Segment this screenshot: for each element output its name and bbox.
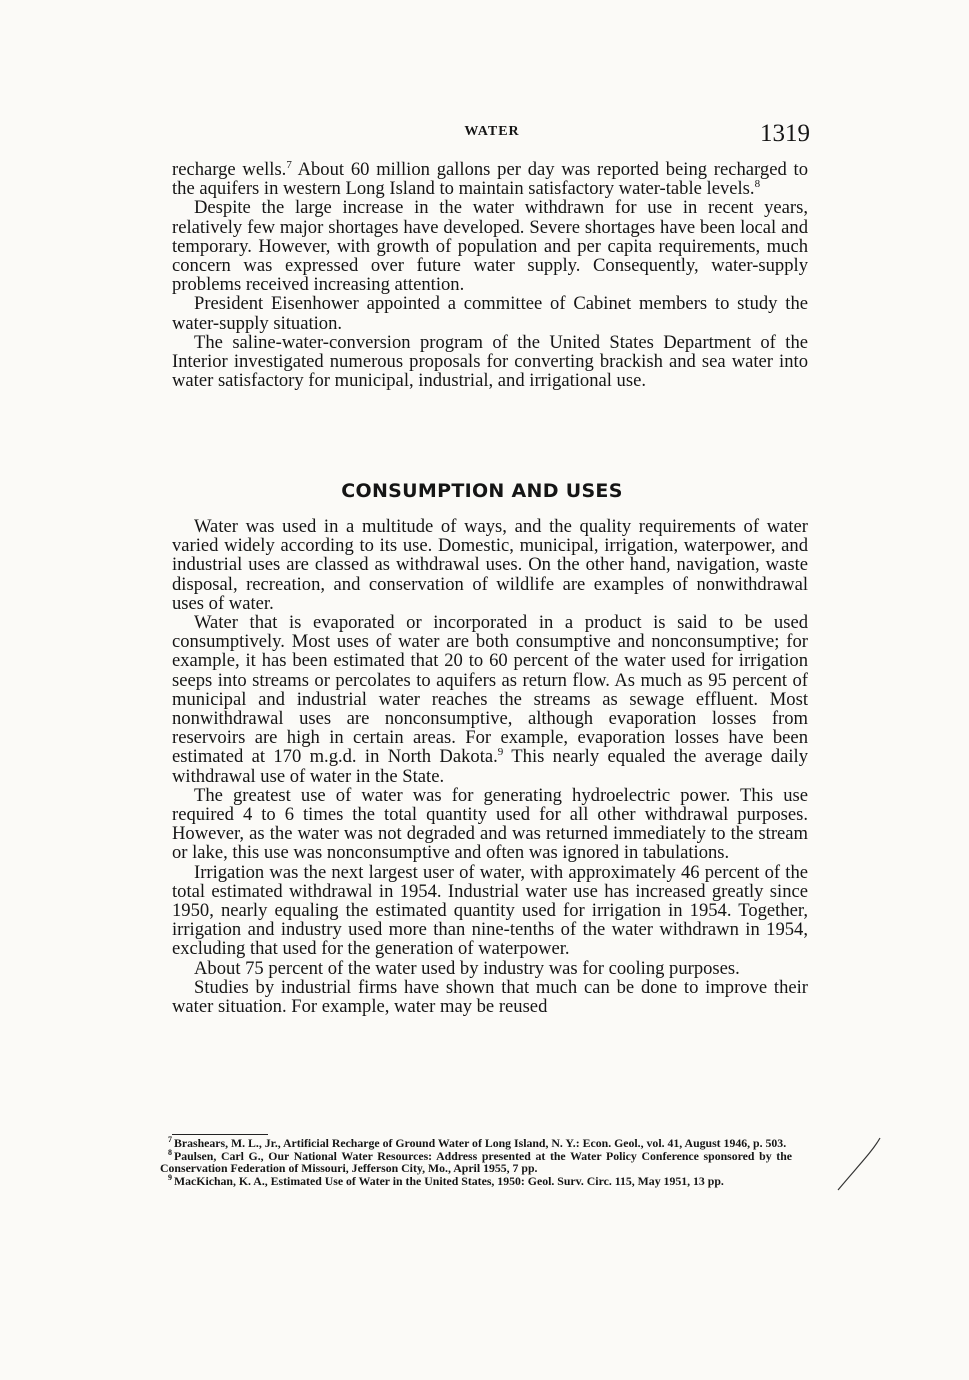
footnote-ref-9: 9 [497,746,504,759]
paragraph-saline-conversion: The saline-water-conversion program of the United States Department of the Interior investigated numerous proposals for converting brackish and sea water into water satisfactory for municipal, industrial, and irrigational use. [172,331,808,392]
paragraph-shortages: Despite the large increase in the water withdrawn for use in recent years, relatively few major shortages have developed. Severe shortages have been local and temporary. However, with growth of population and per capita requirements, much concern was expressed over future water supply. Consequently, water-supply problems received increasing attention. [172,197,808,296]
text-run: This nearly equaled the average daily withdrawal use of water in the State. [172,746,808,787]
running-head [172,120,812,150]
paragraph-recharge [172,160,808,198]
text-run: recharge wells. [172,159,287,180]
section-heading: CONSUMPTION AND USES [341,480,623,502]
footnote-ref-7: 7 [286,158,292,171]
footnote-text: Paulsen, Carl G., Our National Water Resources: Address presented at the Water Policy Conference sponsored by the Conservation Federation of Missouri, Jefferson City, Mo., April 1955, 7 pp. [160,1148,792,1176]
page-number: 1319 [760,120,810,147]
footnote-text: Brashears, M. L., Jr., Artificial Recharge of Ground Water of Long Island, N. Y.: Econ. Geol., vol. 41, August 1946, p. 503. [174,1136,787,1150]
footnote-mark: 9 [168,1172,172,1182]
footnote-ref-8: 8 [754,178,761,191]
text-run: About 60 million gallons per day was reported being recharged to the aquifers in western Long Island to maintain satisfactory water-table levels. [172,159,808,200]
footnote-text: MacKichan, K. A., Estimated Use of Water in the United States, 1950: Geol. Surv. Circ. 115, May 1951, 13 pp. [174,1173,724,1188]
paragraph-hydroelectric: The greatest use of water was for generating hydroelectric power. This use required 4 to 6 times the total quantity used for all other withdrawal purposes. However, as the water was not degraded and was returned immediately to the stream or lake, this use was nonconsumptive and often was ignored in tabulations. [172,784,808,864]
text-run: Water that is evaporated or incorporated in a product is said to be used consumptively. Most uses of water are both consumptive and nonconsumptive; for example, it has been estimated that 20 to 60 percent of the water used for irrigation seeps into streams or percolates to aquifers as return flow. As much as 95 percent of municipal and industrial water reaches the streams as sewage effluent. Most nonwithdrawal uses are nonconsumptive, although evaporation losses from reservoirs are high in certain areas. For example, evaporation losses have been estimated at 170 m.g.d. in North Dakota. [172,612,808,768]
footnotes [160,1137,792,1187]
paragraph-uses: Water was used in a multitude of ways, and the quality requirements of water varied widely according to its use. Domestic, municipal, irrigation, waterpower, and industrial uses are classed as withdrawal uses. On the other hand, navigation, waste disposal, recreation, and conservation of wildlife are examples of nonwithdrawal uses of water. [172,516,808,614]
pencil-mark [832,1136,892,1192]
body-text-section [172,517,808,1016]
paragraph-industrial-studies: Studies by industrial firms have shown that much can be done to improve their water situation. For example, water may be reused [172,976,808,1018]
footnote-9 [160,1172,792,1188]
paragraph-consumptive [172,613,808,786]
footnote-8 [160,1147,792,1176]
footnote-rule [172,1134,268,1135]
footnote-mark: 7 [168,1135,172,1145]
paragraph-irrigation: Irrigation was the next largest user of water, with approximately 46 percent of the total estimated withdrawal in 1954. Industrial water use has increased greatly since 1950, nearly equaling the estimated quantity used for irrigation in 1954. Together, irrigation and industry used more than nine-tenths of the water withdrawn in 1954, excluding that used for the generation of waterpower. [172,861,808,960]
footnote-mark: 8 [168,1147,172,1157]
paragraph-cooling: About 75 percent of the water used by industry was for cooling purposes. [194,957,740,979]
paragraph-eisenhower: President Eisenhower appointed a committee of Cabinet members to study the water-supply situation. [172,293,808,334]
body-text-top [172,160,808,390]
running-title: WATER [464,124,520,139]
